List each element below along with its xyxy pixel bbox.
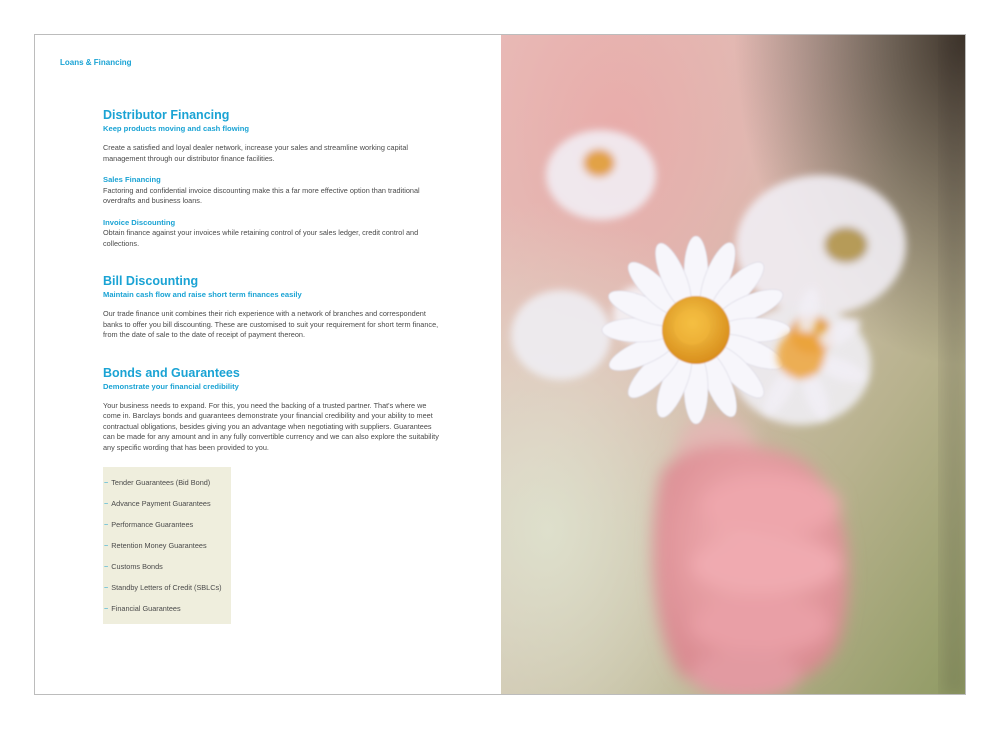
list-item bbox=[103, 598, 231, 619]
daisy-bouquet-photo bbox=[501, 35, 966, 694]
section-title: Distributor Financing bbox=[103, 108, 230, 122]
page-content bbox=[103, 108, 439, 624]
section-title: Bonds and Guarantees bbox=[103, 365, 240, 380]
left-page bbox=[35, 35, 501, 694]
section-title: Bill Discounting bbox=[103, 274, 199, 288]
list-item bbox=[103, 472, 231, 493]
subsection-body-invoice-discounting: Obtain finance against your invoices while retaining control of your sales ledger, credit control and collections. bbox=[103, 228, 419, 248]
guarantees-list bbox=[103, 467, 231, 624]
subsection-body-sales-financing: Factoring and confidential invoice discounting make this a far more effective option than traditional overdrafts and business loans. bbox=[103, 185, 420, 205]
tilde-bullet: ~ bbox=[104, 499, 109, 508]
section-distributor-financing bbox=[103, 108, 439, 249]
list-item bbox=[103, 493, 231, 514]
list-item-label: Advance Payment Guarantees bbox=[111, 499, 211, 508]
list-item bbox=[103, 556, 231, 577]
subsection-title-sales-financing: Sales Financing bbox=[103, 175, 161, 184]
section-subtitle: Demonstrate your financial credibility bbox=[103, 381, 239, 391]
list-item bbox=[103, 535, 231, 556]
daisy-flower-icon bbox=[602, 236, 790, 424]
list-item-label: Customs Bonds bbox=[111, 562, 163, 571]
list-item-label: Financial Guarantees bbox=[111, 604, 181, 613]
section-subtitle: Keep products moving and cash flowing bbox=[103, 124, 249, 133]
list-item bbox=[103, 514, 231, 535]
list-item-label: Performance Guarantees bbox=[111, 520, 194, 529]
list-item-label: Standby Letters of Credit (SBLCs) bbox=[111, 583, 222, 592]
tilde-bullet: ~ bbox=[104, 478, 109, 487]
section-subtitle: Maintain cash flow and raise short term finances easily bbox=[103, 290, 302, 299]
right-page-photo bbox=[501, 35, 966, 694]
section-body: Your business needs to expand. For this, you need the backing of a trusted partner. That's where we come in. Barclays bonds and guarantees demonstrate your financial credibility and your ability to meet contractual obligations, besides giving you an advantage when negotiating with suppliers. Guarantees can be made for any amount and in any fully convertible currency and we can also explore the suitability any specific wording that has been provided to you. bbox=[103, 400, 439, 452]
section-bonds-and-guarantees bbox=[103, 366, 439, 454]
section-body: Create a satisfied and loyal dealer network, increase your sales and streamline working capital management through our distributor finance facilities. bbox=[103, 143, 409, 163]
section-bill-discounting bbox=[103, 274, 439, 341]
tilde-bullet: ~ bbox=[104, 604, 109, 613]
tilde-bullet: ~ bbox=[104, 541, 109, 550]
running-head: Loans & Financing bbox=[60, 58, 132, 67]
list-item bbox=[103, 577, 231, 598]
tilde-bullet: ~ bbox=[104, 562, 109, 571]
list-item-label: Tender Guarantees (Bid Bond) bbox=[111, 478, 211, 487]
subsection-title-invoice-discounting: Invoice Discounting bbox=[103, 217, 176, 227]
list-item-label: Retention Money Guarantees bbox=[111, 541, 207, 550]
tilde-bullet: ~ bbox=[104, 520, 109, 529]
section-body: Our trade finance unit combines their rich experience with a network of branches and correspondent banks to offer you bill discounting. These are customised to suit your requirement for short term finance, from the date of sale to the date of receipt of payment thereon. bbox=[103, 309, 439, 339]
brochure-spread bbox=[34, 34, 966, 695]
tilde-bullet: ~ bbox=[104, 583, 109, 592]
